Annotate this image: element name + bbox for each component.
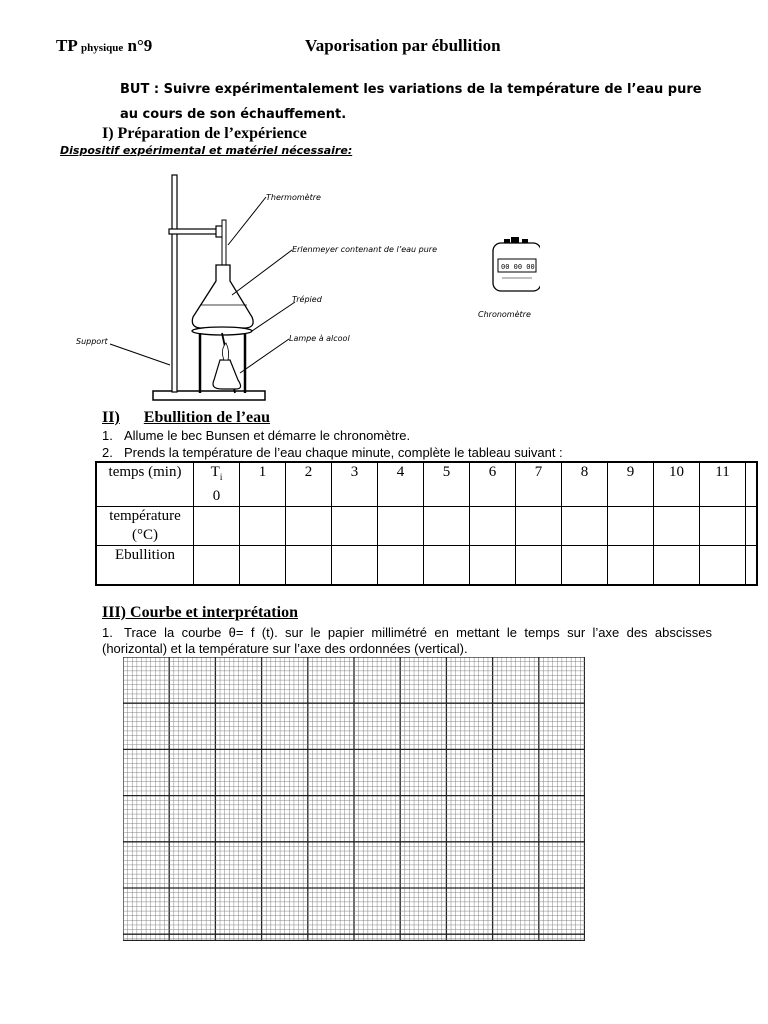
table-cell[interactable]: [700, 507, 746, 546]
col-header: 4: [378, 462, 424, 507]
erlenmeyer-flask: [192, 265, 253, 328]
curve-step-number: 1.: [102, 625, 113, 640]
col-header: 3: [332, 462, 378, 507]
table-cell[interactable]: [378, 546, 424, 586]
curve-instruction: [102, 625, 712, 657]
table-cell: [746, 462, 758, 507]
step-1: [102, 428, 410, 443]
col-header-ti: [194, 462, 240, 507]
col-ti-sub: i: [219, 472, 223, 482]
step-2: [102, 445, 563, 460]
table-cell[interactable]: [286, 507, 332, 546]
table-cell[interactable]: [470, 507, 516, 546]
col-header: 8: [562, 462, 608, 507]
arrow-support: [110, 344, 170, 365]
table-cell[interactable]: [608, 507, 654, 546]
stand-base: [153, 391, 265, 400]
table-cell[interactable]: [700, 546, 746, 586]
table-cell[interactable]: [608, 546, 654, 586]
label-tripod: Trépied: [292, 295, 322, 304]
flame: [222, 343, 228, 360]
row-label-boiling: Ebullition: [96, 546, 194, 586]
arrow-lamp: [240, 339, 289, 373]
table-cell[interactable]: [470, 546, 516, 586]
table-cell[interactable]: [378, 507, 424, 546]
clamp-arm: [169, 229, 219, 234]
row-label-temperature: température (°C): [96, 507, 194, 546]
table-cell[interactable]: [332, 546, 378, 586]
col-header: 7: [516, 462, 562, 507]
step-1-number: 1.: [102, 428, 113, 443]
table-cell[interactable]: [332, 507, 378, 546]
section-2-number: II): [102, 409, 120, 426]
table-cell[interactable]: [194, 546, 240, 586]
table-cell[interactable]: [240, 507, 286, 546]
step-2-number: 2.: [102, 445, 113, 460]
section-1-title: I) Préparation de l’expérience: [102, 125, 307, 142]
label-chronometer: Chronomètre: [478, 310, 531, 319]
table-cell[interactable]: [516, 546, 562, 586]
col-ti-zero: 0: [212, 488, 221, 504]
table-cell[interactable]: [286, 546, 332, 586]
table-cell[interactable]: [240, 546, 286, 586]
header-number: n°9: [127, 36, 153, 55]
label-lamp: Lampe à alcool: [289, 334, 350, 343]
row-label-time: temps (min): [96, 462, 194, 507]
col-header: 2: [286, 462, 332, 507]
chronometer: [493, 237, 540, 291]
table-row-boiling: [96, 546, 757, 586]
section-2-heading: Ebullition de l’eau: [143, 409, 271, 426]
arrow-thermometer: [228, 197, 266, 245]
col-header: 6: [470, 462, 516, 507]
table-cell[interactable]: [654, 546, 700, 586]
table-cell[interactable]: [562, 507, 608, 546]
header-tp-label: TP: [56, 36, 77, 55]
table-cell[interactable]: [654, 507, 700, 546]
arrow-erlenmeyer: [232, 250, 292, 295]
apparatus-diagram: [60, 165, 540, 405]
data-table: [95, 461, 758, 586]
label-erlenmeyer: Erlenmeyer contenant de l’eau pure: [292, 245, 438, 254]
alcohol-lamp: [213, 360, 241, 389]
page-title: Vaporisation par ébullition: [305, 36, 501, 55]
col-header: 1: [240, 462, 286, 507]
support-rod: [172, 175, 177, 392]
section-1-subtitle: Dispositif expérimental et matériel nécessaire:: [60, 144, 353, 157]
curve-step-text: Trace la courbe θ= f (t). sur le papier millimétré en mettant le temps sur l’axe des abscisses (horizontal) et la température sur l’axe des ordonnées (vertical).: [102, 625, 712, 656]
label-thermometer: Thermomètre: [266, 193, 321, 202]
table-cell: [746, 507, 758, 546]
arrow-tripod: [252, 302, 295, 331]
goal-label: BUT: [120, 82, 150, 97]
table-cell[interactable]: [516, 507, 562, 546]
step-2-text: Prends la température de l’eau chaque minute, complète le tableau suivant :: [124, 445, 563, 460]
step-1-text: Allume le bec Bunsen et démarre le chronomètre.: [124, 428, 411, 443]
table-cell[interactable]: [194, 507, 240, 546]
table-row-time: [96, 462, 757, 507]
label-support: Support: [76, 337, 108, 346]
header-tp: [56, 36, 152, 56]
col-header: 10: [654, 462, 700, 507]
table-row-temperature: [96, 507, 757, 546]
header-subject: physique: [81, 42, 124, 54]
section-2-title: [102, 409, 270, 427]
chrono-display-text: 00 00 00: [501, 263, 535, 271]
table-cell: [746, 546, 758, 586]
col-ti-letter: T: [210, 464, 220, 480]
col-header: 11: [700, 462, 746, 507]
section-3-title: III) Courbe et interprétation: [102, 604, 298, 621]
col-header: 5: [424, 462, 470, 507]
goal-text: : Suivre expérimentalement les variations de la température de l’eau pure au cours de son échauffement.: [120, 82, 702, 122]
table-cell[interactable]: [424, 546, 470, 586]
col-header: 9: [608, 462, 654, 507]
graph-paper[interactable]: [123, 657, 585, 941]
table-cell[interactable]: [424, 507, 470, 546]
table-cell[interactable]: [562, 546, 608, 586]
goal-statement: [120, 77, 720, 127]
